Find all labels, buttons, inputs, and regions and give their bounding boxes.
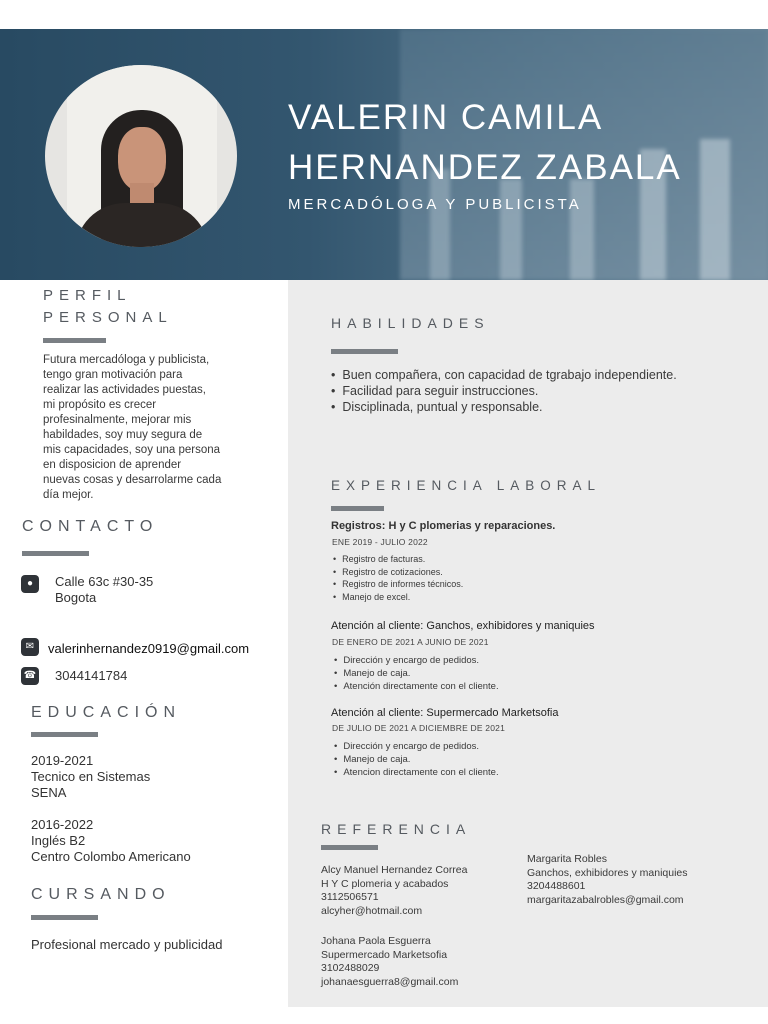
list-item: • Dirección y encargo de pedidos. — [334, 654, 499, 667]
perfil-line: habildades, soy muy segura de — [43, 429, 203, 441]
job-2-title: Atención al cliente: Ganchos, exhibidores y maniquies — [331, 620, 595, 632]
cursando-heading: CURSANDO — [31, 886, 171, 903]
education-entry — [31, 817, 191, 864]
job-title-header: MERCADÓLOGA Y PUBLICISTA — [288, 196, 582, 213]
perfil-divider — [43, 338, 106, 343]
list-item: • Buen compañera, con capacidad de tgrabajo independiente. — [331, 367, 677, 383]
address — [55, 574, 153, 606]
perfil-line: en disposicion de aprender — [43, 459, 182, 471]
perfil-heading — [43, 285, 173, 329]
reference-company: Supermercado Marketsofia — [321, 948, 448, 961]
reference-email[interactable]: johanaesguerra8@gmail.com — [321, 975, 459, 988]
contacto-heading: CONTACTO — [22, 518, 159, 535]
list-item: • Manejo de excel. — [333, 591, 463, 604]
cursando-text: Profesional mercado y publicidad — [31, 937, 223, 952]
perfil-line: Futura mercadóloga y publicista, — [43, 354, 210, 366]
list-item: • Facilidad para seguir instrucciones. — [331, 383, 677, 399]
name-line-2: HERNANDEZ ZABALA — [288, 148, 682, 187]
address-line-2: Bogota — [55, 590, 97, 605]
job-1-tasks — [333, 553, 463, 604]
job-1-title: Registros: H y C plomerias y reparaciones. — [331, 520, 556, 532]
list-item: • Atencion directamente con el cliente. — [334, 766, 499, 779]
profile-photo — [45, 65, 237, 247]
reference-2 — [527, 853, 688, 907]
reference-name: Johana Paola Esguerra — [321, 935, 431, 947]
cursando-divider — [31, 915, 98, 920]
list-item: • Disciplinada, puntual y responsable. — [331, 399, 677, 415]
reference-company: H Y C plomeria y acabados — [321, 877, 449, 890]
educacion-divider — [31, 732, 98, 737]
job-3-title: Atención al cliente: Supermercado Marketsofia — [331, 707, 559, 719]
perfil-line: día mejor. — [43, 489, 94, 501]
experiencia-heading: EXPERIENCIA LABORAL — [331, 478, 602, 493]
list-item: • Registro de facturas. — [333, 553, 463, 566]
education-years: 2016-2022 — [31, 817, 94, 832]
list-item: • Atención directamente con el cliente. — [334, 680, 499, 693]
perfil-line: tengo gran motivación para — [43, 369, 183, 381]
job-1-date: ENE 2019 - JULIO 2022 — [332, 537, 428, 547]
list-item: • Manejo de caja. — [334, 667, 499, 680]
habilidades-divider — [331, 349, 398, 354]
job-2-date: DE ENERO DE 2021 A JUNIO DE 2021 — [332, 637, 489, 647]
address-line-1: Calle 63c #30-35 — [55, 574, 154, 589]
education-entry — [31, 753, 150, 800]
background-pillar — [500, 179, 522, 280]
location-icon: ● — [21, 575, 39, 593]
education-degree: Tecnico en Sistemas — [31, 768, 151, 784]
name-line-1: VALERIN CAMILA — [288, 98, 604, 137]
perfil-line: mis capacidades, soy una persona — [43, 444, 221, 456]
perfil-text — [43, 353, 253, 503]
perfil-heading-line-2: PERSONAL — [43, 309, 173, 326]
reference-1 — [321, 864, 468, 918]
perfil-line: nuevas cosas y desarrolarme cada — [43, 474, 222, 486]
list-item: • Registro de informes técnicos. — [333, 578, 463, 591]
contacto-divider — [22, 551, 89, 556]
full-name — [288, 93, 758, 193]
list-item: • Registro de cotizaciones. — [333, 566, 463, 579]
job-3-date: DE JULIO DE 2021 A DICIEMBRE DE 2021 — [332, 723, 506, 733]
referencia-divider — [321, 845, 378, 850]
background-pillar — [570, 179, 594, 280]
phone-icon: ☎ — [21, 667, 39, 685]
reference-company: Ganchos, exhibidores y maniquies — [527, 866, 688, 879]
reference-email[interactable]: margaritazabalrobles@gmail.com — [527, 893, 684, 906]
reference-name: Alcy Manuel Hernandez Correa — [321, 864, 468, 876]
reference-email[interactable]: alcyher@hotmail.com — [321, 904, 423, 917]
perfil-heading-line-1: PERFIL — [43, 287, 132, 304]
perfil-line: mi propósito es crecer — [43, 399, 157, 411]
habilidades-heading: HABILIDADES — [331, 315, 490, 331]
referencia-heading: REFERENCIA — [321, 821, 472, 837]
phone-number[interactable]: 3044141784 — [55, 668, 128, 683]
reference-phone: 3204488601 — [527, 880, 586, 892]
experiencia-divider — [331, 506, 384, 511]
email-icon: ✉ — [21, 638, 39, 656]
list-item: • Manejo de caja. — [334, 753, 499, 766]
education-school: SENA — [31, 784, 67, 800]
job-3-tasks — [334, 740, 499, 779]
perfil-line: profesinalmente, mejorar mis — [43, 414, 192, 426]
reference-name: Margarita Robles — [527, 853, 607, 865]
education-school: Centro Colombo Americano — [31, 848, 191, 864]
reference-3 — [321, 935, 458, 989]
perfil-line: realizar las actividades puestas, — [43, 384, 206, 396]
list-item: • Dirección y encargo de pedidos. — [334, 740, 499, 753]
reference-phone: 3112506571 — [321, 891, 379, 903]
job-2-tasks — [334, 654, 499, 693]
educacion-heading: EDUCACIÓN — [31, 704, 182, 721]
skills-list — [331, 367, 677, 415]
education-years: 2019-2021 — [31, 753, 94, 768]
reference-phone: 3102488029 — [321, 962, 380, 974]
education-degree: Inglés B2 — [31, 832, 86, 848]
email-address[interactable]: valerinhernandez0919@gmail.com — [48, 641, 250, 656]
